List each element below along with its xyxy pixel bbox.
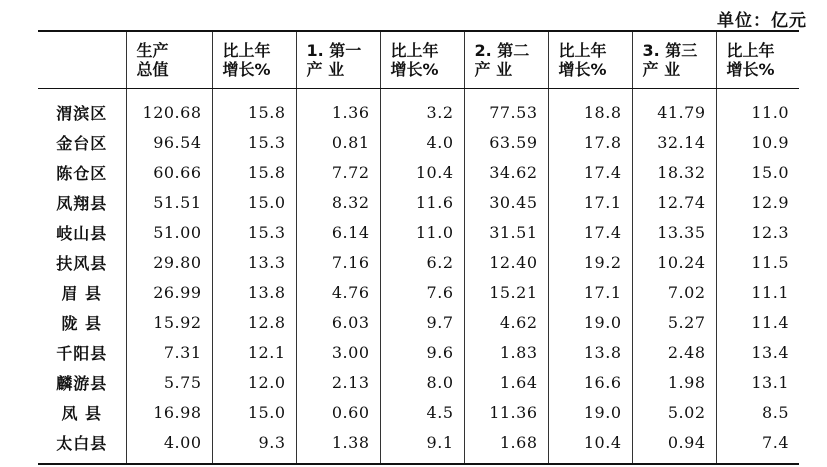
table-cell: 9.1 bbox=[380, 427, 464, 464]
region-name: 陇 县 bbox=[61, 313, 103, 333]
column-header: 3. 第三 产 业 bbox=[632, 31, 716, 89]
table-cell: 15.21 bbox=[464, 277, 548, 307]
table-cell: 16.98 bbox=[126, 397, 212, 427]
table-row bbox=[38, 427, 799, 464]
table-row bbox=[38, 277, 799, 307]
table-cell: 15.0 bbox=[212, 187, 296, 217]
table-body bbox=[38, 89, 799, 465]
table-cell: 2.48 bbox=[632, 337, 716, 367]
table-cell: 19.0 bbox=[548, 397, 632, 427]
table-row bbox=[38, 337, 799, 367]
table-cell: 120.68 bbox=[126, 89, 212, 128]
column-header: 比上年 增长% bbox=[716, 31, 799, 89]
column-header: 2. 第二 产 业 bbox=[464, 31, 548, 89]
table-cell: 7.02 bbox=[632, 277, 716, 307]
table-cell: 19.0 bbox=[548, 307, 632, 337]
table-cell: 18.32 bbox=[632, 157, 716, 187]
table-cell: 3.2 bbox=[380, 89, 464, 128]
table-cell: 51.00 bbox=[126, 217, 212, 247]
table-cell: 8.5 bbox=[716, 397, 799, 427]
table-cell: 60.66 bbox=[126, 157, 212, 187]
table-cell: 16.6 bbox=[548, 367, 632, 397]
table-cell: 26.99 bbox=[126, 277, 212, 307]
table-cell: 51.51 bbox=[126, 187, 212, 217]
region-name: 凤翔县 bbox=[56, 193, 108, 213]
region-name: 眉 县 bbox=[61, 283, 103, 303]
table-cell: 30.45 bbox=[464, 187, 548, 217]
table-cell: 15.3 bbox=[212, 217, 296, 247]
table-row bbox=[38, 217, 799, 247]
table-cell: 6.03 bbox=[296, 307, 380, 337]
table-cell: 15.0 bbox=[716, 157, 799, 187]
table-row bbox=[38, 89, 799, 128]
unit-label: 单位：亿元 bbox=[717, 11, 807, 31]
table-cell: 1.98 bbox=[632, 367, 716, 397]
table-cell: 12.8 bbox=[212, 307, 296, 337]
table-row bbox=[38, 397, 799, 427]
table-cell: 1.36 bbox=[296, 89, 380, 128]
table-cell: 10.24 bbox=[632, 247, 716, 277]
table-row bbox=[38, 127, 799, 157]
table-cell: 15.92 bbox=[126, 307, 212, 337]
region-name: 扶风县 bbox=[56, 253, 108, 273]
table-cell: 0.81 bbox=[296, 127, 380, 157]
table-cell: 6.2 bbox=[380, 247, 464, 277]
table-cell: 4.0 bbox=[380, 127, 464, 157]
table-cell: 77.53 bbox=[464, 89, 548, 128]
table-cell: 7.31 bbox=[126, 337, 212, 367]
table-cell: 31.51 bbox=[464, 217, 548, 247]
table-cell: 9.3 bbox=[212, 427, 296, 464]
table-cell: 15.8 bbox=[212, 89, 296, 128]
table-cell: 12.40 bbox=[464, 247, 548, 277]
table-cell: 63.59 bbox=[464, 127, 548, 157]
table-cell: 1.68 bbox=[464, 427, 548, 464]
header-row bbox=[38, 31, 799, 89]
table-cell: 5.75 bbox=[126, 367, 212, 397]
table-cell: 17.4 bbox=[548, 217, 632, 247]
table-cell: 29.80 bbox=[126, 247, 212, 277]
table-cell: 8.0 bbox=[380, 367, 464, 397]
table-cell: 12.1 bbox=[212, 337, 296, 367]
table-cell: 5.02 bbox=[632, 397, 716, 427]
table-cell: 13.4 bbox=[716, 337, 799, 367]
table-cell: 11.0 bbox=[380, 217, 464, 247]
table-cell: 13.8 bbox=[548, 337, 632, 367]
table-cell: 9.7 bbox=[380, 307, 464, 337]
table-cell: 4.62 bbox=[464, 307, 548, 337]
table-cell: 7.4 bbox=[716, 427, 799, 464]
table-cell: 13.1 bbox=[716, 367, 799, 397]
table-row bbox=[38, 307, 799, 337]
table-cell: 17.4 bbox=[548, 157, 632, 187]
table-cell: 7.16 bbox=[296, 247, 380, 277]
data-table bbox=[38, 30, 799, 465]
region-name: 千阳县 bbox=[56, 343, 108, 363]
table-cell: 17.1 bbox=[548, 187, 632, 217]
table-cell: 0.60 bbox=[296, 397, 380, 427]
table-cell: 4.76 bbox=[296, 277, 380, 307]
table-cell: 34.62 bbox=[464, 157, 548, 187]
table-cell: 1.64 bbox=[464, 367, 548, 397]
table-row bbox=[38, 247, 799, 277]
table-cell: 10.4 bbox=[548, 427, 632, 464]
table-row bbox=[38, 157, 799, 187]
table-cell: 32.14 bbox=[632, 127, 716, 157]
region-name: 渭滨区 bbox=[56, 103, 108, 123]
table-cell: 17.8 bbox=[548, 127, 632, 157]
table-cell: 11.6 bbox=[380, 187, 464, 217]
table-row bbox=[38, 187, 799, 217]
table-cell: 15.0 bbox=[212, 397, 296, 427]
table-cell: 9.6 bbox=[380, 337, 464, 367]
table-cell: 4.5 bbox=[380, 397, 464, 427]
table-cell: 11.4 bbox=[716, 307, 799, 337]
table-cell: 11.5 bbox=[716, 247, 799, 277]
table-cell: 18.8 bbox=[548, 89, 632, 128]
table-cell: 12.3 bbox=[716, 217, 799, 247]
table-cell: 13.3 bbox=[212, 247, 296, 277]
table-cell: 10.9 bbox=[716, 127, 799, 157]
region-name: 岐山县 bbox=[56, 223, 108, 243]
table-cell: 11.36 bbox=[464, 397, 548, 427]
region-name: 凤 县 bbox=[61, 403, 103, 423]
column-header: 比上年 增长% bbox=[548, 31, 632, 89]
table-cell: 13.8 bbox=[212, 277, 296, 307]
table-cell: 10.4 bbox=[380, 157, 464, 187]
table-cell: 96.54 bbox=[126, 127, 212, 157]
table-cell: 8.32 bbox=[296, 187, 380, 217]
table-cell: 41.79 bbox=[632, 89, 716, 128]
region-name: 麟游县 bbox=[56, 373, 108, 393]
table-cell: 1.83 bbox=[464, 337, 548, 367]
table-row bbox=[38, 367, 799, 397]
column-header: 1. 第一 产 业 bbox=[296, 31, 380, 89]
table-cell: 1.38 bbox=[296, 427, 380, 464]
table-cell: 5.27 bbox=[632, 307, 716, 337]
table-cell: 11.0 bbox=[716, 89, 799, 128]
table-cell: 12.0 bbox=[212, 367, 296, 397]
column-header: 比上年 增长% bbox=[380, 31, 464, 89]
region-name: 太白县 bbox=[56, 433, 108, 453]
table-cell: 19.2 bbox=[548, 247, 632, 277]
column-header: 比上年 增长% bbox=[212, 31, 296, 89]
table-cell: 7.6 bbox=[380, 277, 464, 307]
table-cell: 6.14 bbox=[296, 217, 380, 247]
region-name: 金台区 bbox=[56, 133, 108, 153]
table-cell: 0.94 bbox=[632, 427, 716, 464]
column-header bbox=[38, 31, 126, 89]
table-cell: 4.00 bbox=[126, 427, 212, 464]
table-cell: 15.8 bbox=[212, 157, 296, 187]
table-cell: 7.72 bbox=[296, 157, 380, 187]
region-name: 陈仓区 bbox=[56, 163, 108, 183]
table-cell: 3.00 bbox=[296, 337, 380, 367]
table-cell: 12.74 bbox=[632, 187, 716, 217]
table-cell: 15.3 bbox=[212, 127, 296, 157]
table-cell: 11.1 bbox=[716, 277, 799, 307]
table-cell: 13.35 bbox=[632, 217, 716, 247]
table-cell: 12.9 bbox=[716, 187, 799, 217]
column-header: 生产 总值 bbox=[126, 31, 212, 89]
table-cell: 2.13 bbox=[296, 367, 380, 397]
table-cell: 17.1 bbox=[548, 277, 632, 307]
